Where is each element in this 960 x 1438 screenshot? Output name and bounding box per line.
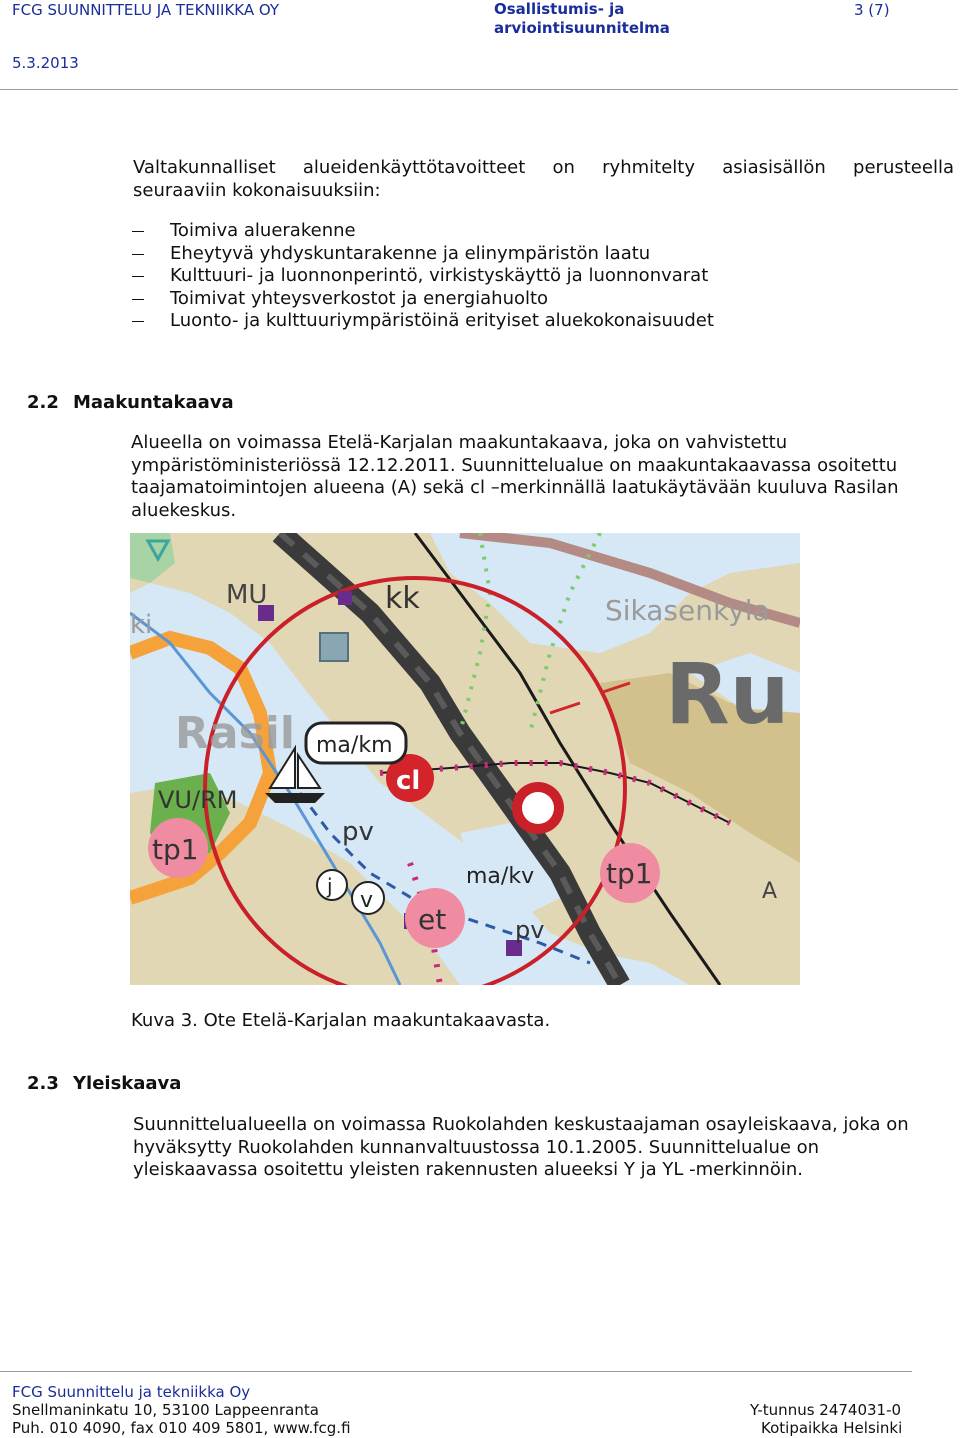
footer-address: Snellmaninkatu 10, 53100 Lappeenranta xyxy=(12,1401,319,1419)
gray-marker xyxy=(320,633,348,661)
list-item: Toimiva aluerakenne xyxy=(132,220,714,243)
purple-marker xyxy=(338,591,352,605)
footer-divider xyxy=(0,1371,912,1372)
label-j: j xyxy=(327,874,333,898)
target-circle-inner xyxy=(522,792,554,824)
paragraph-line: aluekeskus. xyxy=(131,499,237,521)
footer-business-id: Y-tunnus 2474031-0 xyxy=(750,1401,902,1419)
section-heading-2-2 xyxy=(27,392,234,413)
section-2-2-paragraph xyxy=(131,432,960,522)
intro-line-1 xyxy=(133,157,954,180)
header-company: FCG SUUNNITTELU JA TEKNIIKKA OY xyxy=(12,1,280,19)
section-title: Maakuntakaava xyxy=(73,392,234,413)
label-ru: Ru xyxy=(665,645,790,743)
label-tp1-right: tp1 xyxy=(606,857,653,890)
header-page-number: 3 (7) xyxy=(854,1,890,19)
intro-line-2: seuraaviin kokonaisuuksiin: xyxy=(133,179,381,201)
label-rasil: Rasil xyxy=(175,708,295,759)
intro-word: ryhmitelty xyxy=(602,157,695,178)
paragraph-line: hyväksytty Ruokolahden kunnanvaltuustossa 10.1.2005. Suunnittelualue on xyxy=(133,1136,820,1158)
label-et: et xyxy=(418,903,447,936)
paragraph-line: taajamatoimintojen alueena (A) sekä cl –merkinnällä laatukäytävään kuuluva Rasilan xyxy=(131,477,899,498)
intro-word: perusteella xyxy=(853,157,954,178)
footer-right xyxy=(750,1401,902,1437)
label-kk: kk xyxy=(385,581,420,616)
figure-caption: Kuva 3. Ote Etelä-Karjalan maakuntakaavasta. xyxy=(131,1010,551,1031)
section-2-3-paragraph xyxy=(133,1114,959,1182)
intro-word: Valtakunnalliset xyxy=(133,157,276,178)
paragraph-line: Alueella on voimassa Etelä-Karjalan maakuntakaava, joka on vahvistettu xyxy=(131,432,788,453)
label-makv: ma/kv xyxy=(466,864,535,889)
label-sikasenkyla: Sikasenkyla xyxy=(605,594,770,627)
header-doc-title-line2: arviointisuunnitelma xyxy=(494,19,670,37)
list-item: Kulttuuri- ja luonnonperintö, virkistyskäyttö ja luonnonvarat xyxy=(132,265,714,288)
label-cl: cl xyxy=(396,766,421,796)
label-pv-upper: pv xyxy=(342,817,374,847)
header-doc-title xyxy=(494,0,670,38)
label-tp1-left: tp1 xyxy=(152,833,199,866)
label-ki: ki xyxy=(130,610,153,640)
regional-plan-map xyxy=(130,533,800,985)
intro-paragraph xyxy=(133,157,954,202)
footer-phone: Puh. 010 4090, fax 010 409 5801, www.fcg.fi xyxy=(12,1419,351,1437)
label-v: v xyxy=(360,888,374,913)
paragraph-line: ympäristöministeriössä 12.12.2011. Suunnittelualue on maakuntakaavassa osoitettu xyxy=(131,454,898,476)
intro-word: alueidenkäyttötavoitteet xyxy=(302,157,526,178)
paragraph-line: yleiskaavassa osoitettu yleisten rakennusten alueeksi Y ja YL -merkinnöin. xyxy=(133,1159,803,1180)
intro-word: asiasisällön xyxy=(722,157,826,178)
footer-company: FCG Suunnittelu ja tekniikka Oy xyxy=(12,1383,251,1401)
label-pv-lower: pv xyxy=(515,916,545,944)
section-number: 2.3 xyxy=(27,1073,59,1094)
section-heading-2-3 xyxy=(27,1073,181,1094)
goals-list xyxy=(132,220,714,333)
label-vurm: VU/RM xyxy=(158,786,238,814)
section-number: 2.2 xyxy=(27,392,59,413)
label-makm: ma/km xyxy=(316,733,393,758)
header-divider xyxy=(0,89,958,90)
footer-left xyxy=(12,1383,351,1437)
header-date: 5.3.2013 xyxy=(12,54,79,72)
footer-domicile: Kotipaikka Helsinki xyxy=(761,1419,903,1437)
list-item: Eheytyvä yhdyskuntarakenne ja elinympäristön laatu xyxy=(132,243,714,266)
intro-word: on xyxy=(552,157,575,178)
label-a: A xyxy=(762,879,778,904)
list-item: Toimivat yhteysverkostot ja energiahuolto xyxy=(132,288,714,311)
list-item: Luonto- ja kulttuuriympäristöinä erityiset aluekokonaisuudet xyxy=(132,310,714,333)
paragraph-line: Suunnittelualueella on voimassa Ruokolahden keskustaajaman osayleiskaava, joka on xyxy=(133,1114,909,1135)
map-canvas xyxy=(130,533,800,985)
header-doc-title-line1: Osallistumis- ja xyxy=(494,0,625,18)
section-title: Yleiskaava xyxy=(73,1073,182,1094)
label-mu: MU xyxy=(226,580,268,610)
